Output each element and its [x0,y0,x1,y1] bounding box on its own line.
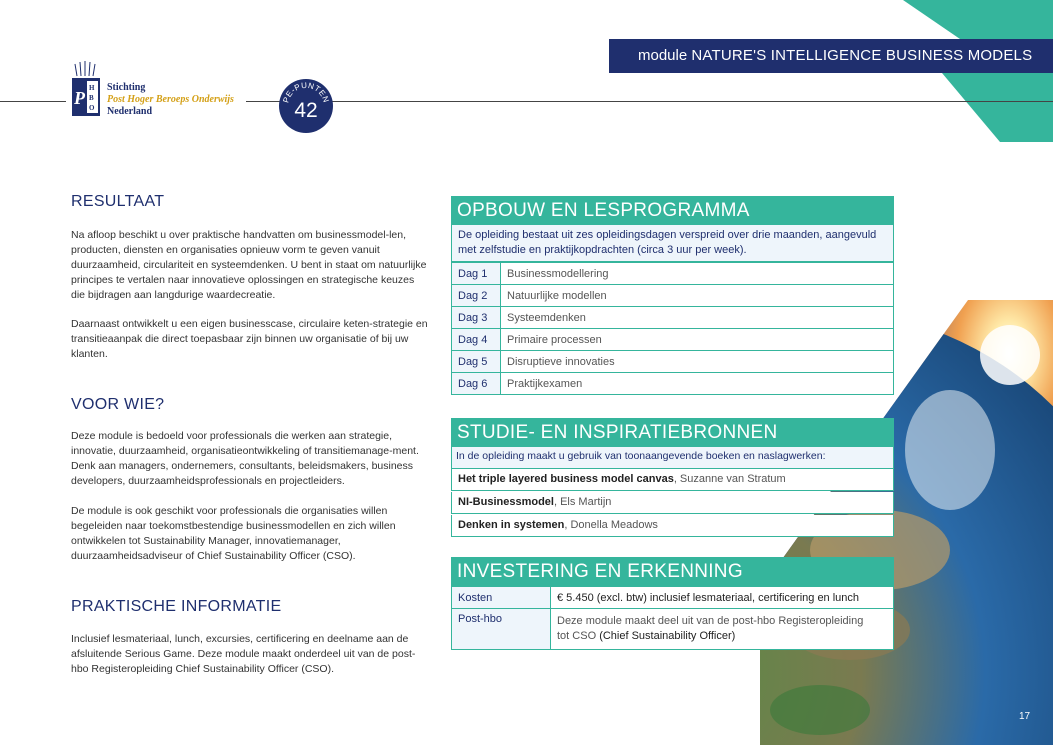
svg-text:PE-PUNTEN: PE-PUNTEN [281,80,331,104]
resultaat-paragraph-1: Na afloop beschikt u over praktische handvatten om businessmodel-len, producten, diensten en organisaties opnieuw vorm te geven vanuit duurzaamheid, circulariteit en systeemdenken. U bent in staat om natuurlijke principes te vertalen naar innovatieve oplossingen en strategische keuzes die bijdragen aan langdurige waardecreatie. [71,229,427,301]
kosten-value: € 5.450 (excl. btw) inclusief lesmateriaal, certificering en lunch [551,587,894,609]
svg-text:B: B [89,94,94,102]
day-label: Dag 2 [452,285,501,307]
studie-heading: STUDIE- EN INSPIRATIEBRONNEN [451,418,894,447]
table-row [452,307,894,329]
module-title: NATURE'S INTELLIGENCE BUSINESS MODELS [691,47,1033,64]
svg-text:P: P [74,88,85,108]
posthbo-value: Deze module maakt deel uit van de post-hbo Registeropleiding tot CSO (Chief Sustainability Officer) [551,609,894,650]
lesprogramma-table [451,262,894,395]
phbo-logo [66,60,246,120]
day-label: Dag 4 [452,329,501,351]
day-topic: Primaire processen [501,329,894,351]
page-number: 17 [1019,711,1031,722]
pe-punten-badge [279,79,333,133]
table-row [452,351,894,373]
praktisch-paragraph: Inclusief lesmateriaal, lunch, excursies, certificering en deelname aan de afsluitende Serious Game. Deze module maakt onderdeel uit van de post-hbo Registeropleiding Chief Sustainability Officer (CSO). [71,633,416,675]
resultaat-heading: RESULTAAT [71,193,165,210]
table-row [452,329,894,351]
pe-punten-value: 42 [294,99,318,122]
day-label: Dag 3 [452,307,501,329]
investering-heading: INVESTERING EN ERKENNING [451,557,894,586]
book-row: NI-Businessmodel, Els Martijn [451,492,894,514]
voorwie-heading: VOOR WIE? [71,396,165,413]
opbouw-intro: De opleiding bestaat uit zes opleidingsdagen verspreid over drie maanden, aangevuld met zelfstudie en praktijkopdrachten (circa 3 uur per week). [451,225,894,262]
logo-wordmark: Stichting Post Hoger Beroeps Onderwijs Nederland [107,82,234,117]
table-row [452,587,894,609]
day-label: Dag 5 [452,351,501,373]
studie-intro: In de opleiding maakt u gebruik van toonaangevende boeken en naslagwerken: [451,447,894,469]
day-topic: Praktijkexamen [501,373,894,395]
day-topic: Businessmodellering [501,263,894,285]
table-row [452,263,894,285]
module-title-bar [609,39,1053,73]
book-row: Het triple layered business model canvas, Suzanne van Stratum [451,469,894,491]
day-label: Dag 6 [452,373,501,395]
voorwie-paragraph-2: De module is ook geschikt voor professionals die organisaties willen begeleiden naar toekomstbestendige businessmodellen en zich willen ontwikkelen tot Sustainability Manager, innovatiemanager, duurzaamheidsadviseur of Chief Sustainability Officer (CSO). [71,505,396,562]
investering-table [451,586,894,650]
book-row: Denken in systemen, Donella Meadows [451,515,894,537]
logo-mark-icon [68,60,104,120]
day-topic: Disruptieve innovaties [501,351,894,373]
svg-text:O: O [89,104,95,112]
resultaat-paragraph-2: Daarnaast ontwikkelt u een eigen businesscase, circulaire keten-strategie en transitieaanpak die direct toepasbaar zijn binnen uw organisatie of bij uw klanten. [71,318,428,360]
day-topic: Natuurlijke modellen [501,285,894,307]
kosten-label: Kosten [452,587,551,609]
voorwie-paragraph-1: Deze module is bedoeld voor professionals die werken aan strategie, innovatie, duurzaamheid, organisatieontwikkeling of transitiemanage-ment. Denk aan managers, ondernemers, consultants, beleidsmakers, business developers, duurzaamheidsprofessionals en projectleiders. [71,430,419,487]
table-row [452,373,894,395]
day-label: Dag 1 [452,263,501,285]
day-topic: Systeemdenken [501,307,894,329]
praktisch-heading: PRAKTISCHE INFORMATIE [71,598,282,615]
svg-text:H: H [89,84,95,92]
table-row [452,285,894,307]
opbouw-heading: OPBOUW EN LESPROGRAMMA [451,196,894,225]
table-row [452,609,894,650]
posthbo-label: Post-hbo [452,609,551,650]
module-prefix: module [638,47,688,64]
